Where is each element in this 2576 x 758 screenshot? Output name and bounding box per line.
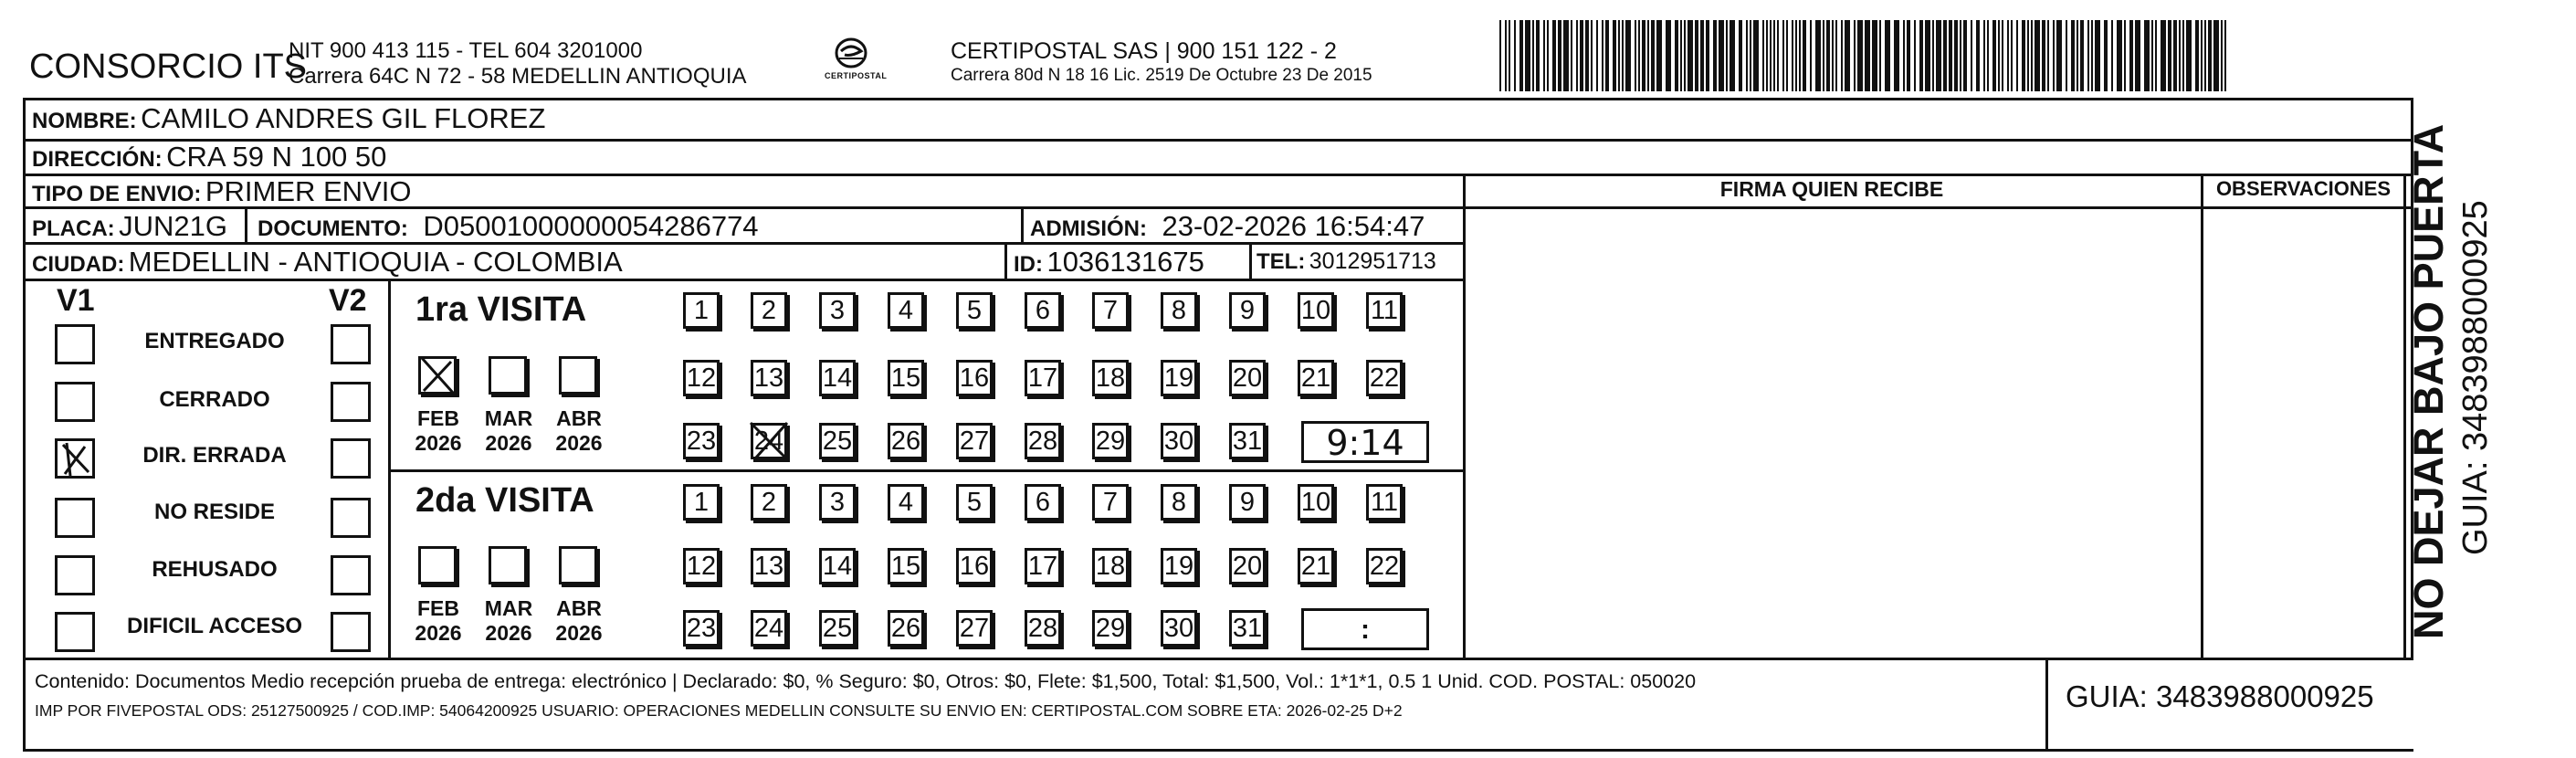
year-label: 2026 (555, 431, 603, 455)
documento-value: D05001000000054286774 (423, 210, 759, 242)
status-v1-checkbox[interactable] (55, 555, 95, 595)
day-box[interactable]: 1 (683, 292, 720, 329)
tel-label: TEL: (1256, 249, 1306, 274)
year-label: 2026 (555, 621, 603, 645)
day-box[interactable]: 31 (1229, 610, 1266, 647)
direccion-value: CRA 59 N 100 50 (166, 141, 387, 173)
visit-time-value: 9:14 (1326, 423, 1404, 463)
day-box[interactable]: 6 (1025, 292, 1061, 329)
year-label: 2026 (485, 431, 532, 455)
nombre-value: CAMILO ANDRES GIL FLOREZ (141, 102, 546, 134)
day-box[interactable]: 8 (1161, 484, 1197, 521)
id-value: 1036131675 (1046, 246, 1204, 278)
footer-guia: GUIA: 3483988000925 (2066, 679, 2374, 713)
footer-line-1: Contenido: Documentos Medio recepción prueba de entrega: electrónico | Declarado: $0, % Seguro: $0, Otros: $0, Flete: $1,500, Total: $1,500, Vol.: 1*1*1, 0.5 1 Unid. COD. POSTAL: 050020 (35, 670, 1697, 692)
status-v2-checkbox[interactable] (331, 555, 371, 595)
day-box[interactable]: 15 (888, 360, 924, 396)
visit-time-value: : (1361, 615, 1370, 645)
tel-row (1256, 248, 1436, 275)
day-box[interactable]: 7 (1092, 484, 1129, 521)
direccion-label: DIRECCIÓN: (32, 147, 163, 172)
company-address: Carrera 64C N 72 - 58 MEDELLIN ANTIOQUIA (289, 64, 747, 89)
status-v2-checkbox[interactable] (331, 438, 371, 479)
firma-header: FIRMA QUIEN RECIBE (1719, 177, 1944, 201)
day-box[interactable]: 25 (819, 610, 856, 647)
day-box[interactable]: 4 (888, 484, 924, 521)
day-box[interactable]: 7 (1092, 292, 1129, 329)
first-visit-title: 1ra VISITA (415, 290, 587, 329)
month-checkbox-mar[interactable] (489, 546, 527, 584)
month-label: ABR (556, 596, 602, 620)
day-box[interactable]: 6 (1025, 484, 1061, 521)
day-box[interactable]: 29 (1092, 610, 1129, 647)
day-box[interactable]: 14 (819, 360, 856, 396)
day-box[interactable]: 5 (956, 292, 993, 329)
day-box[interactable]: 13 (751, 360, 787, 396)
day-box[interactable]: 8 (1161, 292, 1197, 329)
documento-label: DOCUMENTO: (258, 216, 408, 241)
day-box[interactable]: 14 (819, 548, 856, 584)
day-box[interactable]: 28 (1025, 423, 1061, 459)
admision-row (1030, 210, 1425, 243)
day-box[interactable]: 18 (1092, 360, 1129, 396)
day-box[interactable]: 27 (956, 423, 993, 459)
month-label: ABR (556, 406, 602, 430)
placa-label: PLACA: (32, 216, 115, 241)
side-warning: NO DEJAR BAJO PUERTA (2405, 123, 2452, 639)
day-box[interactable]: 22 (1366, 360, 1403, 396)
month-label: FEB (417, 406, 459, 430)
day-box[interactable]: 24 (751, 423, 787, 459)
status-v1-checkbox[interactable] (55, 612, 95, 652)
carrier-address: Carrera 80d N 18 16 Lic. 2519 De Octubre 23 De 2015 (951, 66, 1372, 85)
day-box[interactable]: 30 (1161, 610, 1197, 647)
day-box[interactable]: 2 (751, 292, 787, 329)
day-box[interactable]: 10 (1298, 292, 1334, 329)
nombre-row (32, 102, 545, 135)
day-box[interactable]: 20 (1229, 360, 1266, 396)
status-v1-checkbox[interactable] (55, 382, 95, 422)
day-box[interactable]: 19 (1161, 548, 1197, 584)
day-box[interactable]: 26 (888, 610, 924, 647)
day-box[interactable]: 3 (819, 292, 856, 329)
status-label: REHUSADO (152, 557, 278, 582)
day-box[interactable]: 17 (1025, 360, 1061, 396)
carrier-line: CERTIPOSTAL SAS | 900 151 122 - 2 (951, 38, 1337, 64)
v2-label: V2 (329, 283, 367, 318)
placa-value: JUN21G (119, 210, 227, 242)
id-label: ID: (1014, 252, 1043, 277)
day-box[interactable]: 22 (1366, 548, 1403, 584)
ciudad-value: MEDELLIN - ANTIOQUIA - COLOMBIA (128, 246, 623, 278)
admision-label: ADMISIÓN: (1030, 216, 1147, 241)
month-checkbox-abr[interactable] (559, 356, 597, 395)
day-box[interactable]: 19 (1161, 360, 1197, 396)
day-box[interactable]: 11 (1366, 484, 1403, 521)
tipo-label: TIPO DE ENVIO: (32, 182, 202, 206)
day-box[interactable]: 1 (683, 484, 720, 521)
day-box[interactable]: 5 (956, 484, 993, 521)
company-name: CONSORCIO ITS (29, 47, 308, 86)
day-box[interactable]: 12 (683, 548, 720, 584)
month-checkbox-feb[interactable] (418, 356, 457, 395)
logo-caption: CERTIPOSTAL (825, 71, 888, 80)
nombre-label: NOMBRE: (32, 109, 137, 133)
direccion-row (32, 141, 386, 174)
day-box[interactable]: 17 (1025, 548, 1061, 584)
admision-value: 23-02-2026 16:54:47 (1162, 210, 1425, 242)
status-v1-checkbox[interactable] (55, 498, 95, 538)
id-row (1014, 246, 1204, 279)
placa-row (32, 210, 227, 243)
day-box[interactable]: 3 (819, 484, 856, 521)
status-label: CERRADO (159, 387, 270, 412)
documento-row (258, 210, 759, 243)
side-guia: GUIA: 3483988000925 (2456, 200, 2495, 555)
tipo-row (32, 175, 411, 208)
ciudad-label: CIUDAD: (32, 252, 125, 277)
day-box[interactable]: 16 (956, 360, 993, 396)
day-box[interactable]: 20 (1229, 548, 1266, 584)
status-v1-checkbox[interactable] (55, 438, 95, 479)
month-label: MAR (484, 596, 533, 620)
day-box[interactable]: 16 (956, 548, 993, 584)
day-box[interactable]: 11 (1366, 292, 1403, 329)
day-box[interactable]: 31 (1229, 423, 1266, 459)
year-label: 2026 (415, 431, 462, 455)
day-box[interactable]: 10 (1298, 484, 1334, 521)
status-label: DIFICIL ACCESO (126, 614, 302, 638)
barcode-icon (1499, 20, 2230, 91)
day-box[interactable]: 12 (683, 360, 720, 396)
visit-time-box[interactable] (1301, 421, 1429, 463)
second-visit-title: 2da VISITA (415, 481, 594, 520)
day-box[interactable]: 4 (888, 292, 924, 329)
ciudad-row (32, 246, 623, 279)
status-v2-checkbox[interactable] (331, 498, 371, 538)
year-label: 2026 (485, 621, 532, 645)
day-box[interactable]: 28 (1025, 610, 1061, 647)
month-checkbox-feb[interactable] (418, 546, 457, 584)
tipo-value: PRIMER ENVIO (205, 175, 412, 207)
day-box[interactable]: 25 (819, 423, 856, 459)
status-v2-checkbox[interactable] (331, 324, 371, 364)
observaciones-header: OBSERVACIONES (2215, 177, 2392, 200)
status-label: NO RESIDE (153, 500, 276, 524)
month-label: FEB (417, 596, 459, 620)
day-box[interactable]: 30 (1161, 423, 1197, 459)
day-box[interactable]: 29 (1092, 423, 1129, 459)
tel-value: 3012951713 (1309, 248, 1436, 274)
status-label: DIR. ERRADA (142, 443, 287, 468)
month-checkbox-abr[interactable] (559, 546, 597, 584)
day-box[interactable]: 21 (1298, 548, 1334, 584)
status-v2-checkbox[interactable] (331, 382, 371, 422)
day-box[interactable]: 9 (1229, 484, 1266, 521)
day-box[interactable]: 23 (683, 610, 720, 647)
day-box[interactable]: 21 (1298, 360, 1334, 396)
status-label: ENTREGADO (144, 329, 285, 353)
day-box[interactable]: 18 (1092, 548, 1129, 584)
day-box[interactable]: 27 (956, 610, 993, 647)
footer-line-2: IMP POR FIVEPOSTAL ODS: 25127500925 / COD.IMP: 54064200925 USUARIO: OPERACIONES MEDELLIN CONSULTE SU ENVIO EN: CERTIPOSTAL.COM SOBRE ETA: 2026-02-25 D+2 (35, 701, 1403, 720)
certipostal-logo (817, 35, 888, 91)
day-box[interactable]: 13 (751, 548, 787, 584)
day-box[interactable]: 2 (751, 484, 787, 521)
month-checkbox-mar[interactable] (489, 356, 527, 395)
v1-label: V1 (57, 283, 95, 318)
day-box[interactable]: 15 (888, 548, 924, 584)
visit-time-box[interactable] (1301, 608, 1429, 650)
status-v1-checkbox[interactable] (55, 324, 95, 364)
year-label: 2026 (415, 621, 462, 645)
day-box[interactable]: 23 (683, 423, 720, 459)
status-v2-checkbox[interactable] (331, 612, 371, 652)
day-cross-mark (747, 417, 794, 465)
day-box[interactable]: 24 (751, 610, 787, 647)
day-box[interactable]: 9 (1229, 292, 1266, 329)
nit-line: NIT 900 413 115 - TEL 604 3201000 (289, 38, 643, 63)
day-box[interactable]: 26 (888, 423, 924, 459)
month-label: MAR (484, 406, 533, 430)
